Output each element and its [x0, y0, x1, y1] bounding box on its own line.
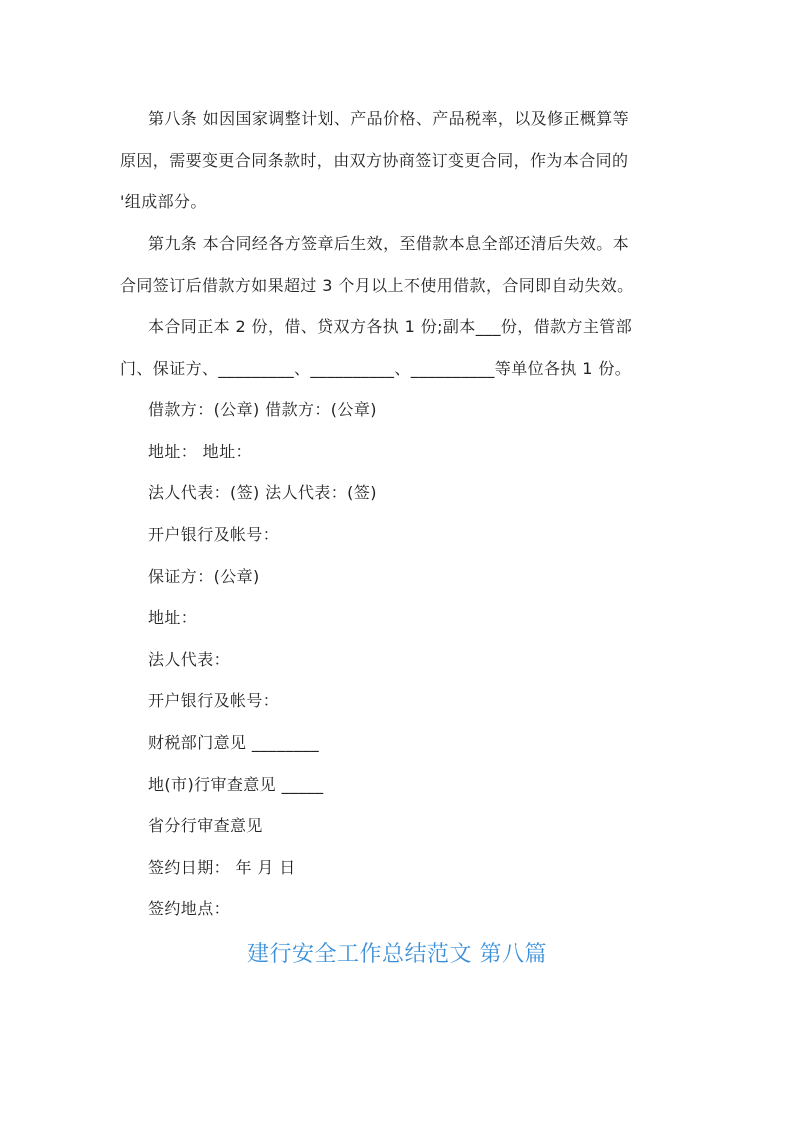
finance-opinion-line: 财税部门意见 ________ [148, 733, 320, 752]
borrower-seal-line: 借款方：(公章) 借款方：(公章) [148, 400, 377, 419]
address-pair-line: 地址： 地址： [148, 442, 252, 461]
article-8-line-2: 原因，需要变更合同条款时，由双方协商签订变更合同，作为本合同的 [120, 150, 629, 170]
city-bank-opinion-line: 地(市)行审查意见 _____ [148, 775, 324, 794]
article-9-paragraph [120, 223, 676, 306]
copies-paragraph [120, 306, 676, 389]
bank-account-line-1: 开户银行及帐号： [148, 525, 280, 544]
article-9-line-2: 合同签订后借款方如果超过 3 个月以上不使用借款，合同即自动失效。 [120, 275, 634, 295]
article-8-paragraph [120, 98, 676, 223]
article-8-line-1: 第八条 如因国家调整计划、产品价格、产品税率，以及修正概算等 [148, 109, 630, 128]
legal-rep-pair-line: 法人代表：(签) 法人代表：(签) [148, 483, 377, 502]
legal-rep-single-line: 法人代表： [148, 650, 231, 669]
copies-line-2: 门、保证方、_________、__________、__________等单位各执 1 份。 [120, 358, 632, 378]
copies-line-1: 本合同正本 2 份，借、贷双方各执 1 份;副本___份，借款方主管部 [148, 317, 633, 336]
province-bank-opinion-line: 省分行审查意见 [148, 816, 263, 835]
bank-account-line-2: 开户银行及帐号： [148, 691, 280, 710]
guarantor-seal-line: 保证方：(公章) [148, 567, 260, 586]
address-single-line: 地址： [148, 608, 198, 627]
sign-place-line: 签约地点： [148, 899, 231, 918]
article-8-line-3: '组成部分。 [120, 192, 207, 211]
article-9-line-1: 第九条 本合同经各方签章后生效，至借款本息全部还清后失效。本 [148, 234, 630, 253]
article-heading-link[interactable]: 建行安全工作总结范文 第八篇 [247, 942, 547, 967]
sign-date-line: 签约日期： 年 月 日 [148, 858, 296, 877]
